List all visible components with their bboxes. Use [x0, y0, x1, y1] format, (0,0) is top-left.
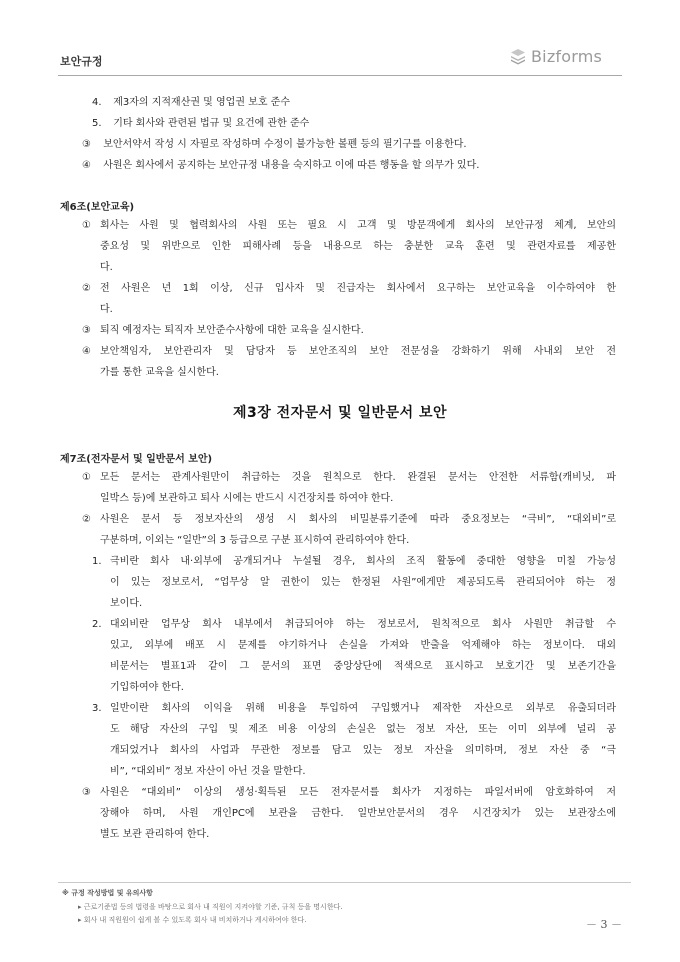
item-line: 극비란 회사 내·외부에 공개되거나 누설될 경우, 회사의 조직 활동에 중대한 영향을 미칠 가능성: [110, 556, 616, 567]
item-number: 3.: [92, 703, 102, 714]
item-text: 사원은 회사에서 공지하는 보안규정 내용을 숙지하고 이에 따른 행동을 할 의무가 있다.: [103, 160, 480, 171]
paragraph-line: 퇴직 예정자는 퇴직자 보안준수사항에 대한 교육을 실시한다.: [100, 325, 364, 336]
item-line: 대외비란 업무상 회사 내부에서 취급되어야 하는 정보로서, 원칙적으로 회사 사원만 취급할 수: [110, 619, 616, 630]
chapter-title: 제3장 전자문서 및 일반문서 보안: [232, 405, 448, 421]
paragraph-line: 별도 보관 관리하여 한다.: [100, 829, 210, 840]
item-text: 보안서약서 작성 시 자필로 작성하며 수정이 불가능한 볼펜 등의 필기구를 이용한다.: [103, 139, 467, 150]
item-number: 2.: [92, 619, 102, 630]
paragraph-line: 사원은 “대외비” 이상의 생성·획득된 모든 전자문서를 회사가 지정하는 파일서버에 암호화하여 저: [100, 787, 616, 798]
item-number: ④: [82, 160, 91, 171]
item-number: 4.: [92, 97, 102, 108]
item-line: 도 해당 자산의 구입 및 제조 비용 이상의 손실은 없는 정보 자산, 또는 이미 외부에 널리 공: [110, 724, 616, 735]
paragraph-line: 다.: [100, 262, 113, 273]
paragraph-marker: ③: [82, 325, 91, 336]
paragraph-marker: ③: [82, 787, 91, 798]
item-line: 있고, 외부에 배포 시 문제를 야기하거나 손실을 가져와 반출을 억제해야 하는 정보이다. 대외: [110, 640, 616, 651]
paragraph-line: 다.: [100, 304, 113, 315]
paragraph-marker: ②: [82, 514, 91, 525]
item-line: 비”, “대외비” 정보 자산이 아닌 것을 말한다.: [110, 766, 306, 777]
paragraph-marker: ①: [82, 220, 91, 231]
footer-divider: [58, 882, 631, 883]
item-number: 1.: [92, 556, 102, 567]
paragraph-marker: ①: [82, 472, 91, 483]
bizforms-logo: [509, 45, 602, 67]
paragraph-line: 회사는 사원 및 협력회사의 사원 또는 필요 시 고객 및 방문객에게 회사의 보안규정 체계, 보안의: [100, 220, 616, 231]
paragraph-line: 구분하며, 이외는 “일반”의 3 등급으로 구분 표시하여 관리하여야 한다.: [100, 535, 410, 546]
paragraph-line: 가를 통한 교육을 실시한다.: [100, 367, 219, 378]
item-line: 비문서는 별표1과 같이 그 문서의 표면 중앙상단에 적색으로 표시하고 보호기간 및 보존기간을: [110, 661, 616, 672]
paragraph-line: 사원은 문서 등 정보자산의 생성 시 회사의 비밀분류기준에 따라 중요정보는 “극비”, “대외비”로: [100, 514, 616, 525]
paragraph-marker: ④: [82, 346, 91, 357]
paragraph-line: 보안책임자, 보안관리자 및 담당자 등 보안조직의 보안 전문성을 강화하기 위해 사내외 보안 전: [100, 346, 616, 357]
footer-notes-title: ※ 규정 작성방법 및 유의사항: [62, 889, 153, 897]
list-item: [92, 96, 290, 110]
header-divider: [58, 75, 622, 76]
list-item: [82, 138, 467, 152]
item-line: 개되었거나 회사의 사업과 무관한 정보를 담고 있는 정보 자산을 의미하며, 정보 자산 중 “극: [110, 745, 616, 756]
list-item: [92, 117, 309, 131]
list-item: [82, 159, 479, 173]
item-line: 보이다.: [110, 598, 143, 609]
item-text: 기타 회사와 관련된 법규 및 요건에 관한 준수: [113, 118, 310, 129]
paragraph-marker: ②: [82, 283, 91, 294]
item-number: ③: [82, 139, 91, 150]
header-title: 보안규정: [60, 55, 103, 68]
paragraph-line: 중요성 및 위반으로 인한 피해사례 등을 내용으로 하는 충분한 교육 훈련 및 관련자료를 제공한: [100, 241, 616, 252]
item-number: 5.: [92, 118, 102, 129]
page-number: － 3 －: [586, 918, 622, 931]
article-7-heading: 제7조(전자문서 및 일반문서 보안): [60, 454, 213, 465]
item-line: 일반이란 회사의 이익을 위해 비용을 투입하여 구입했거나 제작한 자산으로 외부로 유출되더라: [110, 703, 616, 714]
footer-note: ▸ 근로기준법 등의 법령을 바탕으로 회사 내 직원이 지켜야할 기준, 규칙 등을 명시한다.: [78, 903, 343, 911]
paragraph-line: 전 사원은 년 1회 이상, 신규 입사자 및 진급자는 회사에서 요구하는 보안교육을 이수하여야 한: [100, 283, 616, 294]
article-6-heading: 제6조(보안교육): [60, 202, 135, 213]
paragraph-line: 모든 문서는 관계사원만이 취급하는 것을 원칙으로 한다. 완결된 문서는 안전한 서류함(캐비닛, 파: [100, 472, 616, 483]
paragraph-line: 장해야 하며, 사원 개인PC에 보관을 금한다. 일반보안문서의 경우 시건장치가 있는 보관장소에: [100, 808, 616, 819]
item-line: 이 있는 정보로서, “업무상 알 권한이 있는 한정된 사원”에게만 제공되도록 관리되어야 하는 정: [110, 577, 616, 588]
logo-text: Bizforms: [531, 46, 603, 66]
paragraph-line: 일박스 등)에 보관하고 퇴사 시에는 반드시 시건장치를 하여야 한다.: [100, 493, 394, 504]
stacked-layers-icon: [509, 47, 527, 65]
footer-note: ▸ 회사 내 직원원이 쉽게 볼 수 있도록 회사 내 비치하거나 게시하여야 한다.: [78, 916, 307, 924]
item-line: 기입하여야 한다.: [110, 682, 184, 693]
item-text: 제3자의 지적재산권 및 영업권 보호 준수: [113, 97, 291, 108]
